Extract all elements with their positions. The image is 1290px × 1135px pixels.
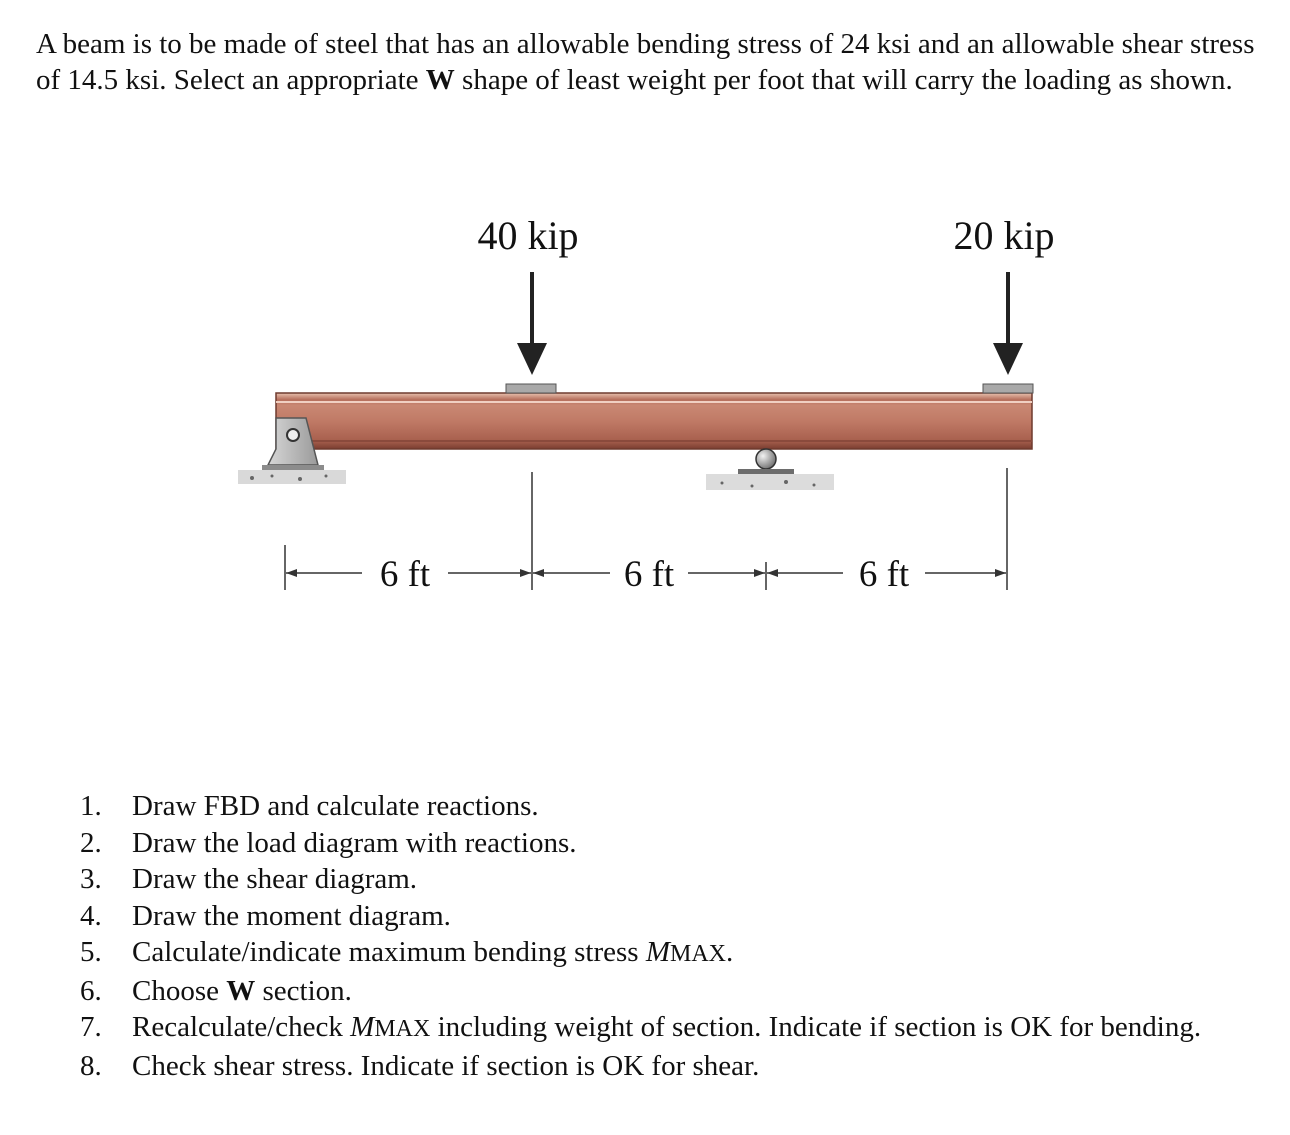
roller-support [706,449,834,490]
dimension-line-1 [286,569,531,577]
task-text-post: . [726,936,734,968]
task-text: Draw the shear diagram. [132,863,418,895]
moment-symbol: M [350,1011,375,1043]
task-num: 6. [80,974,102,1007]
task-item-4 [80,898,1201,935]
task-text-pre: Recalculate/check [132,1011,351,1043]
dimension-line-2 [533,569,765,577]
task-text-post: section. [255,974,352,1007]
task-num: 2. [80,826,102,859]
task-item-6 [80,973,1201,1010]
dimension-label-2: 6 ft [623,554,675,595]
task-num: 5. [80,936,102,968]
task-item-3 [80,861,1201,898]
load-label-40kip: 40 kip [477,213,579,258]
task-list [80,788,1201,1084]
moment-subscript: MAX [670,941,727,967]
task-item-7 [80,1009,1201,1048]
task-text: Draw FBD and calculate reactions. [132,790,539,822]
task-item-5 [80,934,1201,973]
problem-statement [36,26,1276,98]
task-text: Draw the load diagram with reactions. [132,826,577,859]
load-arrow-40kip [517,272,547,375]
moment-subscript: MAX [374,1016,431,1042]
task-item-8 [80,1048,1201,1085]
dimension-label-1: 6 ft [379,554,431,595]
dimension-line-3 [767,569,1006,577]
task-text: Check shear stress. Indicate if section is OK for shear. [132,1049,760,1082]
pin-support [238,418,346,484]
task-item-1 [80,788,1201,825]
task-text-post: including weight of section. Indicate if section is OK for bending. [430,1011,1202,1043]
task-text-pre: Calculate/indicate maximum bending stress [132,936,646,968]
load-arrow-20kip [993,272,1023,375]
task-num: 3. [80,863,102,895]
task-num: 4. [80,899,102,932]
task-text-pre: Choose [132,974,227,1007]
task-item-2 [80,825,1201,862]
moment-symbol: M [645,936,670,968]
dimension-label-3: 6 ft [858,554,910,595]
load-plate-right [983,384,1033,393]
problem-w-bold: W [425,64,455,96]
w-bold: W [226,974,256,1007]
load-label-20kip: 20 kip [953,213,1055,258]
task-text: Draw the moment diagram. [132,899,451,932]
task-num: 1. [80,790,102,822]
load-plate-left [506,384,556,393]
beam [276,393,1032,449]
problem-text-2: shape of least weight per foot that will carry the loading as shown. [454,64,1233,96]
problem-text-1: A beam is to be made of steel that has an allowable bending stress of 24 ksi and an allowable shear stress of 14.5 ksi. Select an appropriate [36,28,1255,96]
task-num: 7. [80,1011,102,1043]
task-num: 8. [80,1049,102,1082]
